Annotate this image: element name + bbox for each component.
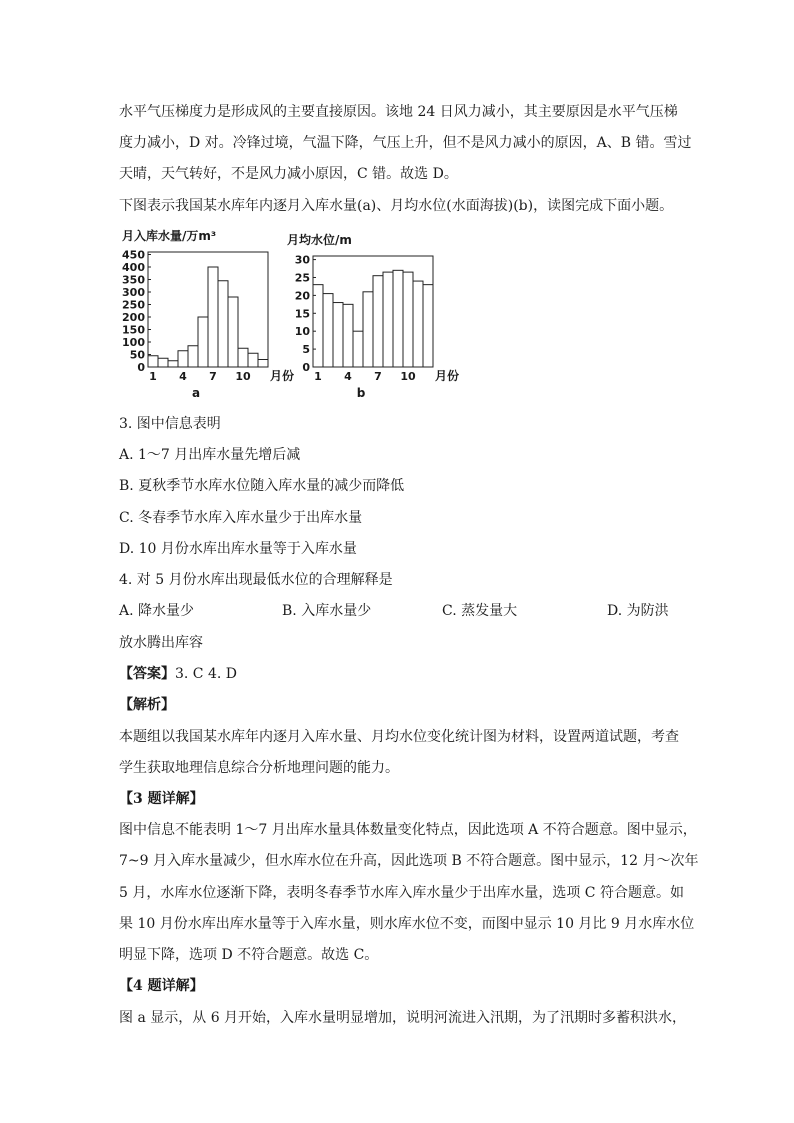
chart-b-bar-month-4 [343, 304, 353, 367]
detail3-line-4: 果 10 月份水库出库水量等于入库水量，则水库水位不变，而图中显示 10 月比 9 月水库水位 [119, 916, 695, 932]
chart-b-bar-month-7 [373, 276, 383, 367]
chart-a-y-axis-label: 月入库水量/万m³ [122, 229, 217, 243]
para1-line-3: 天晴，天气转好，不是风力减小原因，C 错。故选 D。 [119, 166, 458, 182]
detail4-label [119, 976, 679, 996]
detail3-line-1: 图中信息不能表明 1～7 月出库水量具体数量变化特点，因此选项 A 不符合题意。图中显示， [119, 822, 697, 838]
chart-a-bar-month-6 [198, 317, 208, 367]
chart-a-bar-month-2 [158, 358, 168, 367]
para1-line-2: 度力减小，D 对。冷锋过境，气温下降，气压上升，但不是风力减小的原因，A、B 错。雪过 [119, 135, 692, 151]
q3-option-b: B. 夏秋季节水库水位随入库水量的减少而降低 [119, 478, 405, 494]
q3-option-c: C. 冬春季节水库入库水量少于出库水量 [119, 510, 363, 526]
chart-b-y-axis-label: 月均水位/m [287, 233, 352, 247]
analysis-label [119, 695, 679, 715]
chart-b-bar-month-11 [413, 281, 423, 367]
chart-a-ytick-label: 100 [122, 336, 145, 349]
answer-text: 3. C 4. D [175, 666, 238, 682]
q4-option-d: D. 为防洪 [607, 603, 669, 619]
q4-stem: 4. 对 5 月份水库出现最低水位的合理解释是 [119, 572, 393, 588]
q3-stem: 3. 图中信息表明 [119, 416, 221, 432]
chart-a-bar-month-7 [208, 267, 218, 367]
chart-b-xtick-label: 1 [314, 370, 322, 383]
chart-b-ytick-label: 30 [294, 253, 310, 267]
answer-label: 【答案】 [119, 666, 175, 682]
chart-b-water-level [287, 232, 459, 400]
chart-a-xtick-label: 1 [149, 370, 157, 383]
chart-a-ytick-label: 400 [122, 261, 145, 274]
chart-b-ytick-label: 5 [302, 343, 310, 357]
chart-b-bar-month-3 [333, 303, 343, 367]
chart-a-bar-month-4 [178, 351, 188, 367]
answer-line [119, 664, 679, 684]
chart-a-xtick-label: 7 [209, 370, 217, 383]
chart-a-xtick-label: 4 [179, 370, 187, 383]
chart-a-bar-month-10 [238, 348, 248, 367]
chart-a-ytick-label: 250 [122, 298, 145, 312]
q4-option-d-continuation: 放水腾出库容 [119, 635, 203, 651]
chart-b-ytick-label: 0 [302, 361, 310, 374]
chart-a-bar-month-9 [228, 297, 238, 367]
intro-text: 下图表示我国某水库年内逐月入库水量(a)、月均水位(水面海拔)(b)，读图完成下面小题。 [119, 198, 674, 214]
chart-b-x-axis-label: 月份 [435, 369, 460, 383]
chart-b-xtick-label: 7 [374, 370, 382, 383]
chart-b-caption: b [356, 386, 366, 400]
chart-a-caption: a [191, 386, 201, 400]
chart-b-ytick-label: 15 [294, 307, 310, 321]
chart-b-bar-month-2 [323, 294, 333, 367]
q4-option-c: C. 蒸发量大 [442, 603, 518, 619]
detail3-line-5: 明显下降，选项 D 不符合题意。故选 C。 [119, 947, 379, 963]
chart-b-ytick-label: 20 [294, 289, 310, 303]
chart-a-xtick-label: 10 [235, 370, 251, 383]
detail4-line-1: 图 a 显示，从 6 月开始，入库水量明显增加，说明河流进入汛期，为了汛期时多蓄积洪水， [119, 1010, 687, 1026]
chart-b-bar-month-10 [403, 272, 413, 367]
chart-a-ytick-label: 50 [129, 348, 145, 362]
chart-a-ytick-label: 350 [122, 273, 145, 287]
chart-a-ytick-label: 450 [122, 248, 145, 262]
chart-b-xtick-label: 10 [400, 370, 416, 383]
chart-b-xtick-label: 4 [344, 370, 352, 383]
detail3-label-text: 【3 题详解】 [119, 791, 204, 807]
chart-a-bar-month-3 [168, 361, 178, 367]
chart-b-bar-month-1 [313, 285, 323, 367]
chart-b-ytick-label: 25 [294, 271, 310, 285]
chart-a-bar-month-12 [258, 360, 268, 368]
para1-line-1: 水平气压梯度力是形成风的主要直接原因。该地 24 日风力减小，其主要原因是水平气压梯 [119, 104, 678, 120]
chart-a-bar-month-11 [248, 353, 258, 367]
chart-b-bar-month-12 [423, 285, 433, 367]
reservoir-charts-figure [112, 226, 472, 401]
detail4-label-text: 【4 题详解】 [119, 978, 204, 994]
q4-option-a: A. 降水量少 [119, 603, 195, 619]
q4-option-b: B. 入库水量少 [282, 603, 372, 619]
analysis-label-text: 【解析】 [119, 697, 175, 713]
q3-option-d: D. 10 月份水库出库水量等于入库水量 [119, 541, 357, 557]
chart-b-bar-month-5 [353, 331, 363, 367]
chart-b-ytick-label: 10 [294, 325, 310, 339]
detail3-line-2: 7~9 月入库水量减少，但水库水位在升高，因此选项 B 不符合题意。图中显示，12 月～次年 [119, 853, 699, 869]
chart-b-bar-month-6 [363, 292, 373, 367]
detail3-line-3: 5 月，水库水位逐渐下降，表明冬春季节水库入库水量少于出库水量，选项 C 符合题意。如 [119, 885, 684, 901]
chart-a-bar-month-1 [148, 356, 158, 367]
chart-a-ytick-label: 300 [122, 286, 145, 299]
chart-a-ytick-label: 150 [122, 323, 145, 337]
q3-option-a: A. 1～7 月出库水量先增后减 [119, 447, 301, 463]
chart-a-inflow [122, 228, 294, 400]
detail3-label [119, 789, 679, 809]
chart-b-bar-month-8 [383, 272, 393, 367]
chart-a-ytick-label: 200 [122, 311, 145, 324]
analysis-line-2: 学生获取地理信息综合分析地理问题的能力。 [119, 760, 399, 776]
analysis-line-1: 本题组以我国某水库年内逐月入库水量、月均水位变化统计图为材料，设置两道试题，考查 [119, 729, 679, 745]
chart-a-bar-month-5 [188, 346, 198, 367]
chart-b-bar-month-9 [393, 270, 403, 367]
chart-a-bar-month-8 [218, 281, 228, 367]
chart-a-ytick-label: 0 [137, 361, 145, 374]
chart-a-x-axis-label: 月份 [270, 369, 295, 383]
